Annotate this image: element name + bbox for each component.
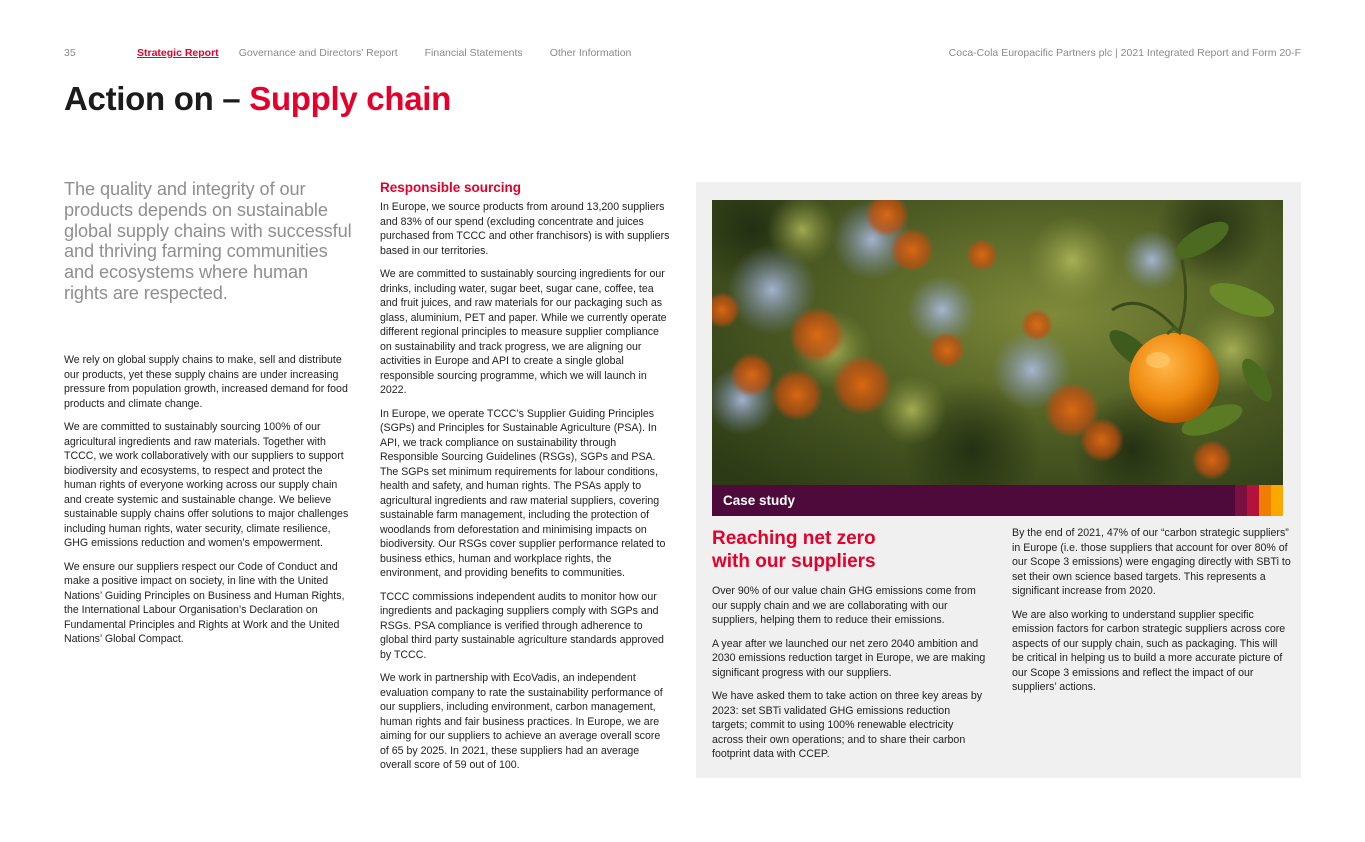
case-study-title [712, 527, 987, 573]
nav-other-information[interactable]: Other Information [549, 47, 632, 59]
body-paragraph: In Europe, we operate TCCC’s Supplier Guiding Principles (SGPs) and Principles for Sustainable Agriculture (PSA). In API, we track compliance on sustainability through Responsible Sourcing Guidelines (RSGs), SGPs and PSA. The SGPs set minimum requirements for labour conditions, health and safety, and human rights. The PSAs apply to agricultural ingredients and raw material suppliers, covering sustainable farm management, including the protection of woodlands from deforestation and minimising impacts on biodiversity. Our RSGs cover supplier performance related to business ethics, human and workplace rights, the environment, and providing benefits to communities. [380, 407, 666, 579]
case-study-right-column [1012, 526, 1292, 704]
body-paragraph: We ensure our suppliers respect our Code of Conduct and make a positive impact on society, in line with the United Nations’ Guiding Principles on Business and Human Rights, the International Labour Organisation’s Declaration on Fundamental Principles and Rights at Work and the United Nations’ Global Compact. [64, 560, 345, 645]
page-title [64, 80, 451, 118]
stripe [1271, 485, 1283, 516]
stripe [1259, 485, 1271, 516]
body-paragraph: We are committed to sustainably sourcing ingredients for our drinks, including water, sugar beet, sugar cane, coffee, tea and fruit juices, and raw materials for our packaging such as glass, aluminium, PET and paper. While we currently operate different regional principles to measure supplier compliance on sustainability and track progress, we are aligning our activities in Europe and API to create a single global responsible sourcing programme, which we will launch in 2022. [380, 268, 667, 396]
publication-title: Coca-Cola Europacific Partners plc | 2021 Integrated Report and Form 20-F [948, 47, 1301, 59]
body-paragraph: We rely on global supply chains to make, sell and distribute our products, yet these supply chains are under increasing pressure from population growth, increased demand for food products and climate change. [64, 354, 348, 410]
intro-statement: The quality and integrity of our products depends on sustainable global supply chains with successful and thriving farming communities and ecosystems where human rights are respected. [64, 179, 352, 303]
title-prefix: Action on – [64, 80, 250, 117]
responsible-sourcing-column [380, 180, 672, 782]
page-number: 35 [64, 47, 76, 59]
body-paragraph: We are also working to understand supplier specific emission factors for carbon strategic suppliers across core aspects of our supply chain, such as packaging. This will be critical in helping us to build a more accurate picture of our Scope 3 emissions and reflect the impact of our suppliers’ actions. [1012, 608, 1286, 693]
section-nav [137, 47, 658, 59]
case-study-panel [696, 182, 1301, 778]
case-study-banner [712, 485, 1283, 516]
case-study-label: Case study [723, 493, 796, 508]
section-heading: Responsible sourcing [380, 180, 522, 195]
body-paragraph: We have asked them to take action on three key areas by 2023: set SBTi validated GHG emissions reduction targets; commit to using 100% renewable electricity across their own operations; and to share their carbon footprint data with CCEP. [712, 690, 983, 760]
stripe [1247, 485, 1259, 516]
nav-strategic-report[interactable]: Strategic Report [137, 47, 219, 59]
color-stripes [1235, 485, 1283, 516]
case-study-title-line: with our suppliers [712, 551, 876, 572]
body-paragraph: TCCC commissions independent audits to monitor how our ingredients and packaging suppliers comply with SGPs and RSGs. PSA compliance is verified through adherence to global third party sustainable agriculture standards approved by TCCC. [380, 590, 664, 661]
intro-column [64, 179, 356, 645]
case-study-title-line: Reaching net zero [712, 528, 876, 549]
body-paragraph: We are committed to sustainably sourcing 100% of our agricultural ingredients and raw materials. Together with TCCC, we work collaboratively with our suppliers to support biodiversity and ecosystems, to respect and protect the human rights of everyone working across our supply chain and create systemic and sustainable change. We believe sustainable supply chains offer solutions to major challenges including human rights, water security, climate resilience, GHG emissions reduction and women’s empowerment. [64, 421, 349, 549]
body-paragraph: In Europe, we source products from around 13,200 suppliers and 83% of our spend (excluding concentrate and juices purchased from TCCC and other franchisors) is with suppliers based in our territories. [380, 201, 670, 257]
orange-tree-photo [712, 200, 1283, 485]
top-navigation [64, 47, 1301, 63]
stripe [1235, 485, 1247, 516]
body-paragraph: A year after we launched our net zero 2040 ambition and 2030 emissions reduction target in Europe, we are making significant progress with our suppliers. [712, 637, 986, 679]
case-study-left-column [712, 527, 987, 771]
title-highlight: Supply chain [249, 80, 451, 117]
intro-body [64, 353, 356, 656]
body-paragraph: By the end of 2021, 47% of our “carbon strategic suppliers” in Europe (i.e. those suppliers that account for over 80% of our Scope 3 emissions) were engaging directly with SBTi to set their own science based targets. This represents a significant increase from 2020. [1012, 527, 1291, 597]
body-paragraph: We work in partnership with EcoVadis, an independent evaluation company to rate the sustainability performance of our suppliers, including environment, carbon management, human rights and fair business practices. In Europe, we are aiming for our suppliers to achieve an average overall score of 65 by 2025. In 2021, these suppliers had an average overall score of 59 out of 100. [380, 672, 663, 771]
nav-governance[interactable]: Governance and Directors’ Report [238, 47, 398, 59]
body-paragraph: Over 90% of our value chain GHG emissions come from our supply chain and we are collaborating with our suppliers, helping them to reduce their emissions. [712, 585, 976, 626]
nav-financial-statements[interactable]: Financial Statements [424, 47, 523, 59]
